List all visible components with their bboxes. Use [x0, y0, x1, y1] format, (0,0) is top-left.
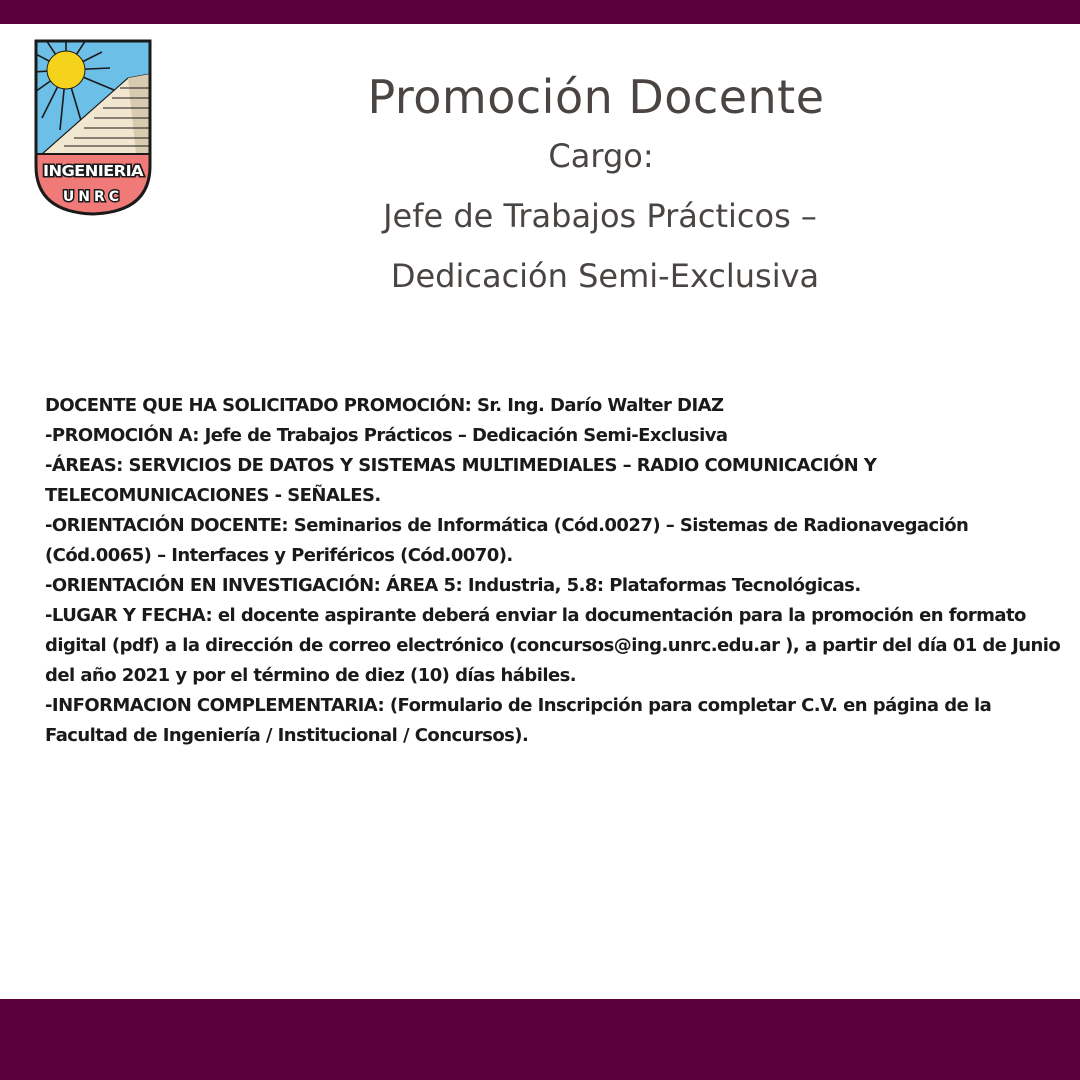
position-line-2: Dedicación Semi-Exclusiva: [390, 257, 820, 295]
paragraph-informacion: -INFORMACION COMPLEMENTARIA: (Formulario de Inscripción para completar C.V. en página de la Facultad de Ingeniería / Institucional / Concursos).: [45, 695, 992, 746]
cargo-label: Cargo:: [548, 137, 654, 175]
page-title: Promoción Docente: [367, 70, 825, 124]
paragraph-docente: DOCENTE QUE HA SOLICITADO PROMOCIÓN: Sr. Ing. Darío Walter DIAZ: [45, 395, 724, 416]
paragraph-orientacion-investigacion: -ORIENTACIÓN EN INVESTIGACIÓN: ÁREA 5: Industria, 5.8: Plataformas Tecnológicas.: [45, 575, 861, 596]
logo-text-top: INGENIERIA: [43, 162, 145, 180]
top-banner-bar: [0, 0, 1080, 24]
paragraph-lugar-fecha: -LUGAR Y FECHA: el docente aspirante deberá enviar la documentación para la promoción en formato digital (pdf) a la dirección de correo electrónico (concursos@ing.unrc.edu.ar ), a partir del día 01 de Junio del año 2021 y por el término de diez (10) días hábiles.: [45, 605, 1061, 686]
ingenieria-unrc-logo: [32, 38, 154, 216]
paragraph-areas: -ÁREAS: SERVICIOS DE DATOS Y SISTEMAS MULTIMEDIALES – RADIO COMUNICACIÓN Y TELECOMUNICACIONES - SEÑALES.: [45, 455, 877, 506]
bottom-banner-bar: [0, 999, 1080, 1080]
logo-text-bottom: UNRC: [62, 189, 124, 205]
sun-icon: [47, 51, 85, 89]
paragraph-orientacion-docente: -ORIENTACIÓN DOCENTE: Seminarios de Informática (Cód.0027) – Sistemas de Radionavegación (Cód.0065) – Interfaces y Periféricos (Cód.0070).: [45, 515, 969, 566]
position-line-1: Jefe de Trabajos Prácticos –: [383, 197, 817, 235]
header: [300, 64, 900, 306]
paragraph-promocion: -PROMOCIÓN A: Jefe de Trabajos Prácticos – Dedicación Semi-Exclusiva: [45, 425, 728, 446]
announcement-body: [45, 391, 1075, 751]
